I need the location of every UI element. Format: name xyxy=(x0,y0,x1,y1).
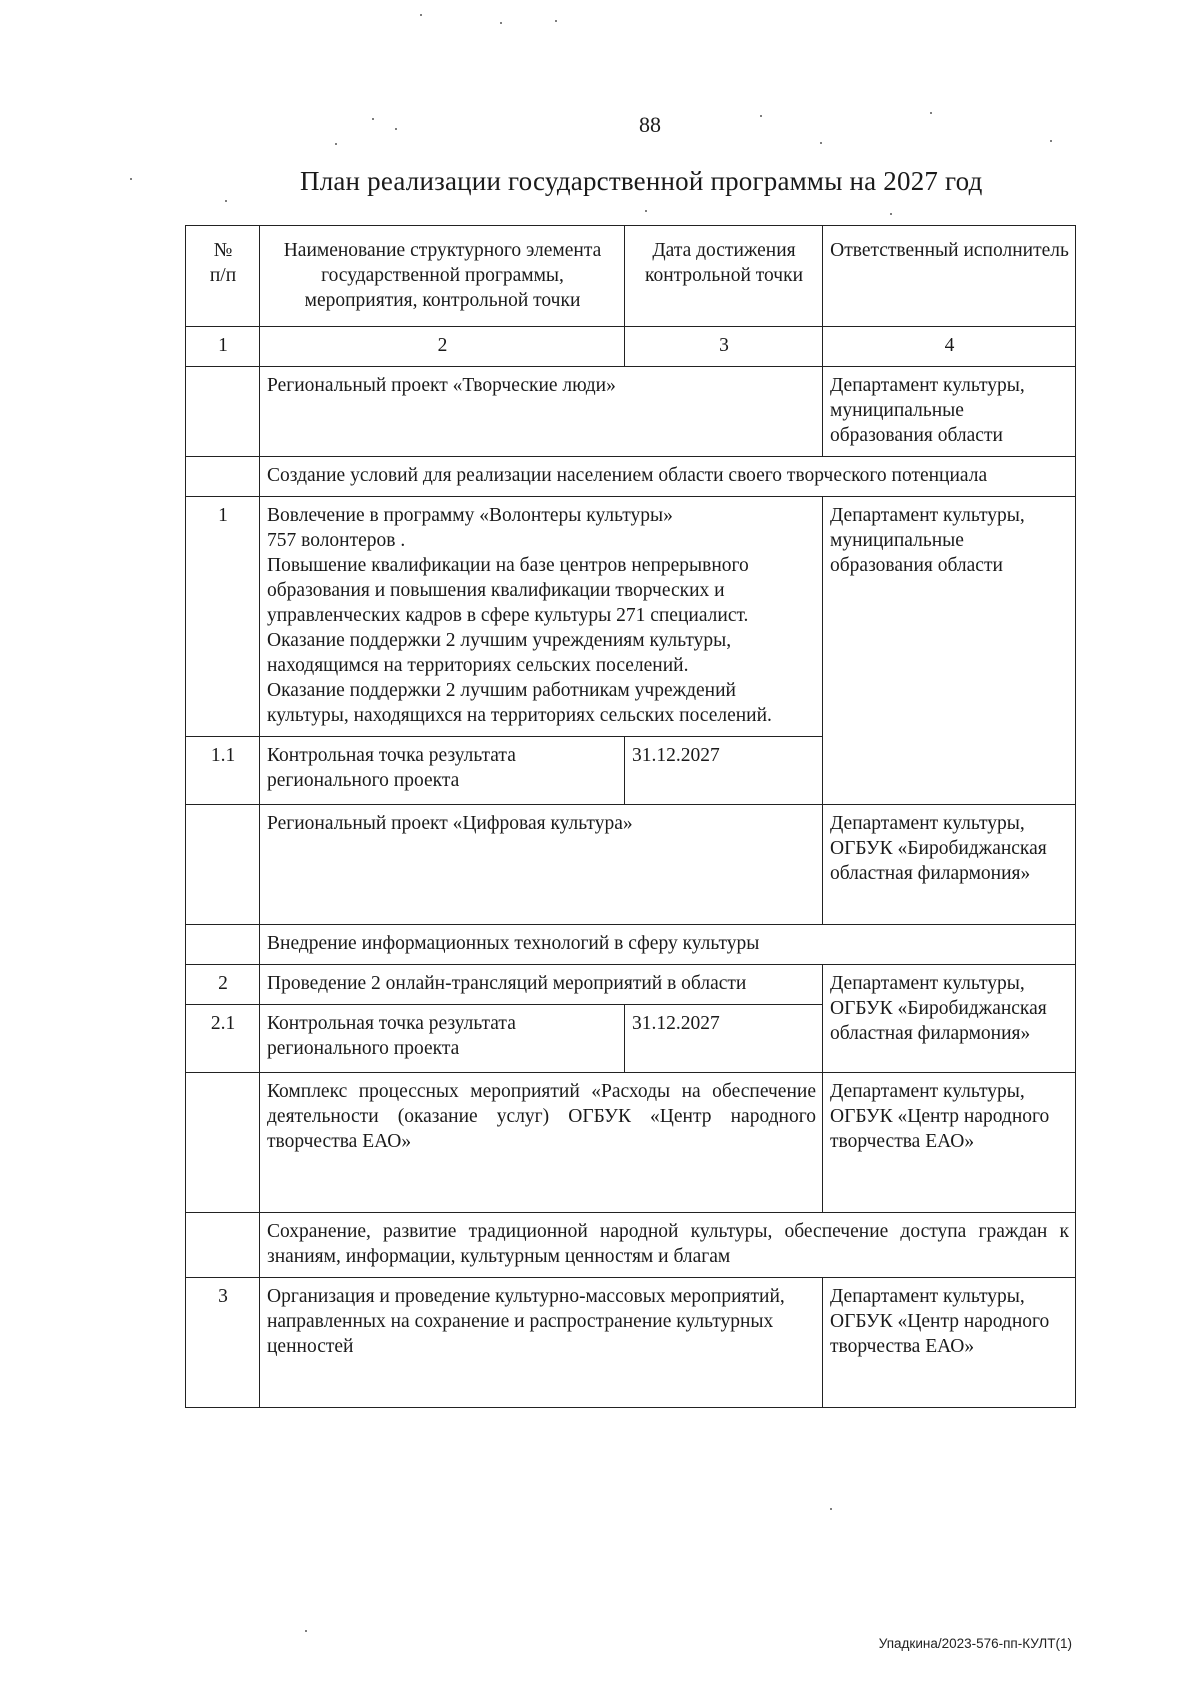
row-date: 31.12.2027 xyxy=(625,737,823,805)
row-name: Организация и проведение культурно-массовых мероприятий, направленных на сохранение и распространение культурных ценностей xyxy=(260,1278,823,1408)
row-number xyxy=(186,457,260,497)
row-responsible: Департамент культуры, ОГБУК «Биробиджанская областная филармония» xyxy=(823,805,1076,925)
row-name: Проведение 2 онлайн-трансляций мероприятий в области xyxy=(260,965,823,1005)
row-name: Комплекс процессных мероприятий «Расходы на обеспечение деятельности (оказание услуг) ОГБУК «Центр народного творчества ЕАО» xyxy=(260,1073,823,1213)
section-row xyxy=(186,457,1076,497)
row-number: 2 xyxy=(186,965,260,1005)
section-title: Создание условий для реализации населением области своего творческого потенциала xyxy=(260,457,1076,497)
table-row xyxy=(186,1073,1076,1213)
row-number xyxy=(186,1213,260,1278)
table-header-row xyxy=(186,226,1076,327)
row-name: Вовлечение в программу «Волонтеры культуры» 757 волонтеров . Повышение квалификации на базе центров непрерывного образования и повышения квалификации творческих и управленческих кадров в сфере культуры 271 специалист. Оказание поддержки 2 лучшим учреждениям культуры, находящимся на территориях сельских поселений. Оказание поддержки 2 лучшим работникам учреждений культуры, находящихся на территориях сельских поселений. xyxy=(260,497,823,737)
plan-table xyxy=(185,225,1076,1408)
table-row xyxy=(186,805,1076,925)
row-name: Региональный проект «Творческие люди» xyxy=(260,367,823,457)
page-title: План реализации государственной программы на 2027 год xyxy=(300,166,983,196)
row-responsible: Департамент культуры, ОГБУК «Центр народного творчества ЕАО» xyxy=(823,1278,1076,1408)
column-number: 2 xyxy=(260,327,625,367)
column-numbers-row xyxy=(186,327,1076,367)
row-number: 3 xyxy=(186,1278,260,1408)
header-date: Дата достижения контрольной точки xyxy=(625,226,823,327)
section-title: Сохранение, развитие традиционной народной культуры, обеспечение доступа граждан к знаниям, информации, культурным ценностям и благам xyxy=(260,1213,1076,1278)
row-responsible: Департамент культуры, ОГБУК «Центр народного творчества ЕАО» xyxy=(823,1073,1076,1213)
table-row xyxy=(186,965,1076,1005)
row-number: 1.1 xyxy=(186,737,260,805)
row-number xyxy=(186,367,260,457)
section-row xyxy=(186,1213,1076,1278)
row-number xyxy=(186,1073,260,1213)
page-number: 88 xyxy=(639,112,661,137)
row-number xyxy=(186,925,260,965)
row-responsible: Департамент культуры, ОГБУК «Биробиджанская областная филармония» xyxy=(823,965,1076,1073)
header-responsible: Ответственный исполнитель xyxy=(823,226,1076,327)
section-title: Внедрение информационных технологий в сферу культуры xyxy=(260,925,1076,965)
table-row xyxy=(186,1278,1076,1408)
row-number: 1 xyxy=(186,497,260,737)
row-responsible: Департамент культуры, муниципальные образования области xyxy=(823,367,1076,457)
row-date: 31.12.2027 xyxy=(625,1005,823,1073)
column-number: 1 xyxy=(186,327,260,367)
row-name: Контрольная точка результата регионального проекта xyxy=(260,1005,625,1073)
column-number: 4 xyxy=(823,327,1076,367)
row-number xyxy=(186,805,260,925)
document-reference: Упадкина/2023-576-пп-КУЛТ(1) xyxy=(878,1636,1072,1651)
row-name: Региональный проект «Цифровая культура» xyxy=(260,805,823,925)
row-responsible: Департамент культуры, муниципальные образования области xyxy=(823,497,1076,805)
section-row xyxy=(186,925,1076,965)
table-row xyxy=(186,497,1076,737)
row-number: 2.1 xyxy=(186,1005,260,1073)
header-name: Наименование структурного элемента государственной программы, мероприятия, контрольной точки xyxy=(260,226,625,327)
header-number: № п/п xyxy=(186,226,260,327)
table-row xyxy=(186,367,1076,457)
column-number: 3 xyxy=(625,327,823,367)
row-name: Контрольная точка результата регионального проекта xyxy=(260,737,625,805)
